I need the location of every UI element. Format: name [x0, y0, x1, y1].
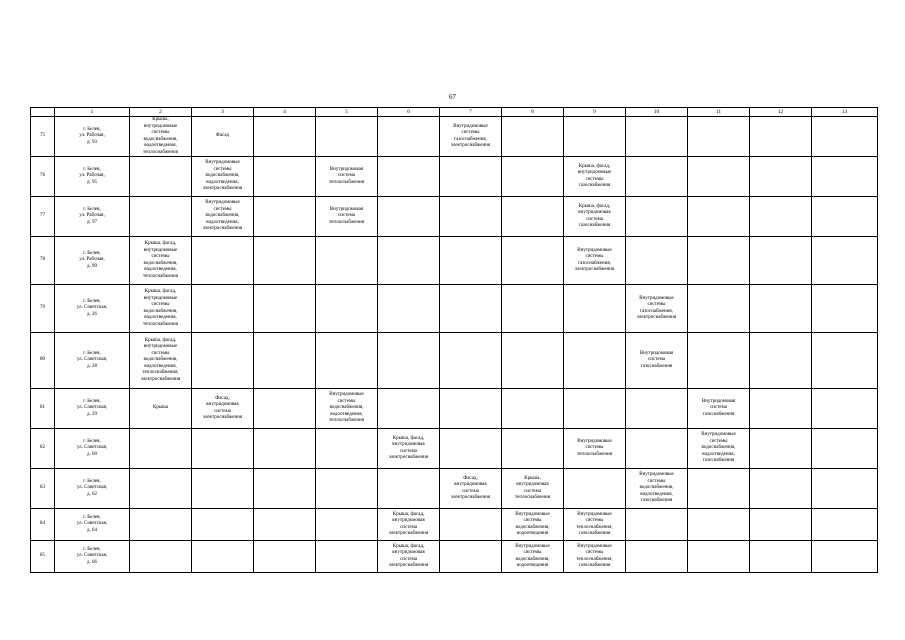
- work-cell: [812, 117, 878, 157]
- work-cell: [254, 237, 316, 285]
- work-cell: [316, 333, 378, 389]
- header-cell: 8: [502, 108, 564, 117]
- work-cell: [688, 469, 750, 509]
- work-cell: Внутридомовые системы водоснабжения, водоотведения: [502, 509, 564, 541]
- header-cell: 2: [130, 108, 192, 117]
- table-row: [31, 509, 878, 541]
- work-cell: [750, 333, 812, 389]
- work-cell: [564, 117, 626, 157]
- work-cell: Внутридомовые системы водоснабжения, водоотведения, электроснабжения: [192, 157, 254, 197]
- work-cell: [440, 197, 502, 237]
- work-cell: [254, 157, 316, 197]
- address-cell: г. Белев, ул. Советская, д. 62: [55, 469, 130, 509]
- work-cell: [378, 197, 440, 237]
- table-row: [31, 333, 878, 389]
- work-cell: Крыша, фасад, внутридомовые системы газоснабжения: [564, 157, 626, 197]
- work-cell: [750, 157, 812, 197]
- work-cell: Крыша, фасад, внутридомовые системы водоснабжения, водоотведения, теплоснабжения, электроснабжения: [130, 333, 192, 389]
- header-cell: 3: [192, 108, 254, 117]
- work-cell: [254, 469, 316, 509]
- table-row: [31, 197, 878, 237]
- work-cell: Крыша, внутридомовая система теплоснабжения: [502, 469, 564, 509]
- work-cell: [750, 117, 812, 157]
- header-row: [31, 108, 878, 117]
- work-cell: [688, 157, 750, 197]
- work-cell: [440, 509, 502, 541]
- work-cell: Внутридомовая система газоснабжения: [688, 389, 750, 429]
- work-cell: [626, 429, 688, 469]
- work-cell: [130, 429, 192, 469]
- work-cell: Крыша, фасад, внутридомовые системы водоснабжения, водоотведения, теплоснабжения: [130, 237, 192, 285]
- work-cell: [626, 157, 688, 197]
- work-cell: [440, 237, 502, 285]
- work-cell: [316, 469, 378, 509]
- address-cell: г. Белев, ул. Советская, д. 60: [55, 429, 130, 469]
- work-cell: [750, 469, 812, 509]
- work-cell: [378, 389, 440, 429]
- work-cell: [502, 389, 564, 429]
- work-cell: [254, 285, 316, 333]
- work-cell: [316, 429, 378, 469]
- work-cell: [254, 541, 316, 573]
- work-cell: Внутридомовые системы теплоснабжения, газоснабжения: [564, 509, 626, 541]
- work-cell: [812, 469, 878, 509]
- work-cell: [254, 509, 316, 541]
- work-cell: [378, 157, 440, 197]
- header-cell: 13: [812, 108, 878, 117]
- work-cell: [564, 333, 626, 389]
- row-number-cell: 81: [31, 389, 55, 429]
- work-cell: [502, 333, 564, 389]
- table-row: [31, 157, 878, 197]
- row-number-cell: 76: [31, 157, 55, 197]
- table-row: [31, 429, 878, 469]
- work-cell: Внутридомовые системы теплоснабжения, газоснабжения: [564, 541, 626, 573]
- work-cell: [378, 469, 440, 509]
- work-cell: [440, 333, 502, 389]
- row-number-cell: 80: [31, 333, 55, 389]
- address-cell: г. Белев, ул. Рабочая, д. 99: [55, 237, 130, 285]
- work-cell: [750, 509, 812, 541]
- work-cell: Фасад, внутридомовая система электроснабжения: [440, 469, 502, 509]
- work-cell: [254, 389, 316, 429]
- row-number-cell: 82: [31, 429, 55, 469]
- work-cell: [440, 285, 502, 333]
- header-cell-blank: [31, 108, 55, 117]
- address-cell: г. Белев, ул. Рабочая, д. 97: [55, 197, 130, 237]
- work-cell: [688, 285, 750, 333]
- work-cell: [812, 429, 878, 469]
- work-cell: [254, 197, 316, 237]
- address-cell: г. Белев, ул. Советская, д. 66: [55, 541, 130, 573]
- header-cell: 7: [440, 108, 502, 117]
- address-cell: г. Белев, ул. Рабочая, д. 95: [55, 157, 130, 197]
- work-cell: [440, 429, 502, 469]
- work-cell: Фасад, внутридомовая система электроснабжения: [192, 389, 254, 429]
- work-cell: Крыша, внутридомовые системы водоснабжения, водоотведения, теплоснабжения: [130, 117, 192, 157]
- row-number-cell: 78: [31, 237, 55, 285]
- work-cell: [192, 509, 254, 541]
- work-cell: [688, 117, 750, 157]
- work-cell: [192, 333, 254, 389]
- work-cell: Внутридомовые системы газоснабжения, электроснабжения: [564, 237, 626, 285]
- work-cell: [254, 333, 316, 389]
- work-cell: [378, 285, 440, 333]
- work-cell: [192, 237, 254, 285]
- row-number-cell: 83: [31, 469, 55, 509]
- work-cell: [812, 541, 878, 573]
- row-number-cell: 85: [31, 541, 55, 573]
- work-cell: Внутридомовые системы водоснабжения, водоотведения, газоснабжения: [626, 469, 688, 509]
- table-body: [31, 117, 878, 573]
- table-row: [31, 285, 878, 333]
- work-cell: [316, 541, 378, 573]
- work-cell: [192, 429, 254, 469]
- work-cell: Внутридомовые системы водоснабжения, водоотведения, газоснабжения: [688, 429, 750, 469]
- work-cell: [564, 469, 626, 509]
- work-cell: [812, 197, 878, 237]
- work-cell: [378, 333, 440, 389]
- work-cell: [688, 509, 750, 541]
- table-row: [31, 541, 878, 573]
- work-cell: [812, 333, 878, 389]
- work-cell: [316, 237, 378, 285]
- address-cell: г. Белев, ул. Советская, д. 29: [55, 389, 130, 429]
- work-cell: [316, 285, 378, 333]
- work-cell: [750, 237, 812, 285]
- work-cell: Фасад: [192, 117, 254, 157]
- work-cell: [626, 117, 688, 157]
- work-cell: Крыша, фасад, внутридомовая система газоснабжения: [564, 197, 626, 237]
- repair-schedule-table: [30, 107, 878, 573]
- table-row: [31, 469, 878, 509]
- header-cell: 10: [626, 108, 688, 117]
- row-number-cell: 77: [31, 197, 55, 237]
- work-cell: Внутридомовые системы водоснабжения, водоотведения, электроснабжения: [192, 197, 254, 237]
- page-number: 67: [449, 93, 456, 101]
- work-cell: [316, 117, 378, 157]
- work-cell: [812, 157, 878, 197]
- work-cell: Внутридомовая система газоснабжения: [626, 333, 688, 389]
- work-cell: Крыша, фасад, внутридомовые системы водоснабжения, водоотведения, теплоснабжения: [130, 285, 192, 333]
- work-cell: [750, 429, 812, 469]
- work-cell: [750, 285, 812, 333]
- work-cell: [378, 237, 440, 285]
- work-cell: [316, 509, 378, 541]
- row-number-cell: 75: [31, 117, 55, 157]
- work-cell: Внутридомовые системы водоснабжения, водоотведения, теплоснабжения: [316, 389, 378, 429]
- work-cell: [750, 541, 812, 573]
- work-cell: [750, 389, 812, 429]
- header-cell: 1: [55, 108, 130, 117]
- row-number-cell: 79: [31, 285, 55, 333]
- work-cell: Внутридомовая система теплоснабжения: [316, 197, 378, 237]
- table-row: [31, 389, 878, 429]
- work-cell: [502, 429, 564, 469]
- work-cell: [502, 197, 564, 237]
- work-cell: [626, 541, 688, 573]
- work-cell: Внутридомовая система теплоснабжения: [316, 157, 378, 197]
- work-cell: Крыша, фасад, внутридомовая система электроснабжения: [378, 429, 440, 469]
- work-cell: [812, 389, 878, 429]
- work-cell: Внутридомовые системы газоснабжения, электроснабжения: [626, 285, 688, 333]
- address-cell: г. Белев, ул. Советская, д. 26: [55, 285, 130, 333]
- address-cell: г. Белев, ул. Советская, д. 28: [55, 333, 130, 389]
- work-cell: [564, 285, 626, 333]
- work-cell: [688, 197, 750, 237]
- header-cell: 4: [254, 108, 316, 117]
- header-cell: 5: [316, 108, 378, 117]
- work-cell: [502, 237, 564, 285]
- work-cell: [626, 237, 688, 285]
- work-cell: [130, 197, 192, 237]
- work-cell: [378, 117, 440, 157]
- header-cell: 6: [378, 108, 440, 117]
- work-cell: [502, 157, 564, 197]
- work-cell: [502, 117, 564, 157]
- work-cell: [564, 389, 626, 429]
- header-cell: 12: [750, 108, 812, 117]
- address-cell: г. Белев, ул. Советская, д. 64: [55, 509, 130, 541]
- work-cell: [626, 509, 688, 541]
- work-cell: [192, 285, 254, 333]
- work-cell: [812, 509, 878, 541]
- table-row: [31, 117, 878, 157]
- work-cell: [440, 389, 502, 429]
- work-cell: [688, 541, 750, 573]
- work-cell: [626, 389, 688, 429]
- work-cell: Крыша, фасад, внутридомовая система электроснабжения: [378, 509, 440, 541]
- work-cell: [254, 429, 316, 469]
- work-cell: Внутридомовые системы газоснабжения, электроснабжения: [440, 117, 502, 157]
- work-cell: [750, 197, 812, 237]
- work-cell: [254, 117, 316, 157]
- work-cell: [130, 157, 192, 197]
- work-cell: [130, 509, 192, 541]
- work-cell: [688, 237, 750, 285]
- header-cell: 11: [688, 108, 750, 117]
- work-cell: [440, 541, 502, 573]
- work-cell: Крыша, фасад, внутридомовая система электроснабжения: [378, 541, 440, 573]
- work-cell: [440, 157, 502, 197]
- work-cell: [130, 469, 192, 509]
- address-cell: г. Белев, ул. Рабочая, д. 93: [55, 117, 130, 157]
- work-cell: [502, 285, 564, 333]
- work-cell: [130, 541, 192, 573]
- work-cell: [812, 285, 878, 333]
- work-cell: Крыша: [130, 389, 192, 429]
- work-cell: [812, 237, 878, 285]
- header-cell: 9: [564, 108, 626, 117]
- work-cell: Внутридомовые системы теплоснабжения: [564, 429, 626, 469]
- work-cell: [688, 333, 750, 389]
- work-cell: [192, 541, 254, 573]
- work-cell: Внутридомовые системы водоснабжения, водоотведения: [502, 541, 564, 573]
- work-cell: [626, 197, 688, 237]
- table-row: [31, 237, 878, 285]
- row-number-cell: 84: [31, 509, 55, 541]
- work-cell: [192, 469, 254, 509]
